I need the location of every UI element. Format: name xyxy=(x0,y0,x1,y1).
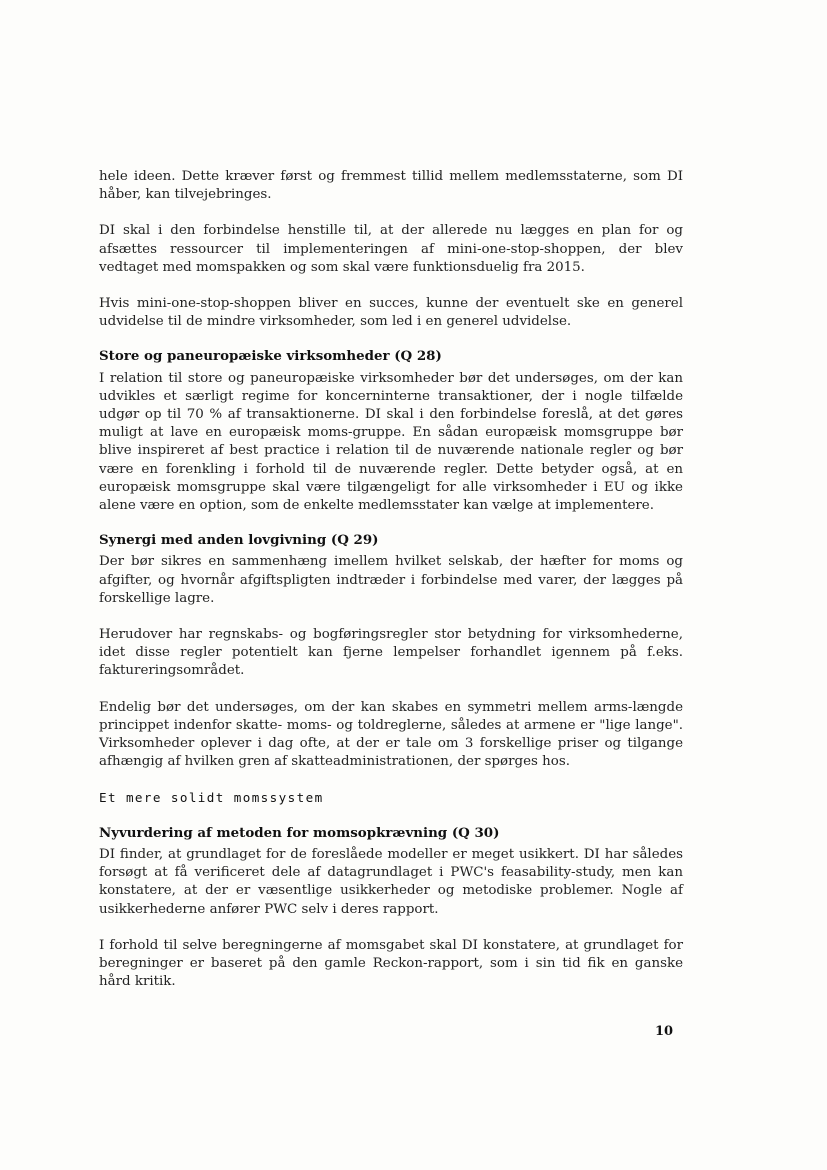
paragraph-q29-2: Herudover har regnskabs- og bogføringsregler stor betydning for virksomhederne, idet disse regler potentielt kan fjerne lempelser forhandlet igennem på f.eks. faktureringsområdet. xyxy=(99,627,683,679)
page-number: 10 xyxy=(655,1024,674,1039)
paragraph-intro-3: Hvis mini-one-stop-shoppen bliver en succes, kunne der eventuelt ske en generel udvidelse til de mindre virksomheder, som led i en generel udvidelse. xyxy=(99,296,683,330)
heading-main-section: Et mere solidt momssystem xyxy=(99,790,324,806)
paragraph-intro-2: DI skal i den forbindelse henstille til, at der allerede nu lægges en plan for og afsættes ressourcer til implementeringen af mini-one-stop-shoppen, der blev vedtaget med momspakken og som skal være funktionsduelig fra 2015. xyxy=(99,223,683,275)
paragraph-intro-1: hele ideen. Dette kræver først og fremmest tillid mellem medlemsstaterne, som DI håber, kan tilvejebringes. xyxy=(99,169,683,203)
document-body xyxy=(99,168,683,991)
heading-q28: Store og paneuropæiske virksomheder (Q 28) xyxy=(99,348,442,365)
paragraph-q29-1: Der bør sikres en sammenhæng imellem hvilket selskab, der hæfter for moms og afgifter, og hvornår afgiftspligten indtræder i forbindelse med varer, der lægges på forskellige lagre. xyxy=(99,554,683,606)
paragraph-q29-3: Endelig bør det undersøges, om der kan skabes en symmetri mellem arms-længde princippet indenfor skatte- moms- og toldreglerne, således at armene er "lige lange". Virksomheder oplever i dag ofte, at der er tale om 3 forskellige priser og tilgange afhængig af hvilken gren af skatteadministrationen, der spørges hos. xyxy=(99,699,683,770)
paragraph-q28: I relation til store og paneuropæiske virksomheder bør det undersøges, om der kan udvikles et særligt regime for koncerninterne transaktioner, der i nogle tilfælde udgør op til 70 % af transaktionerne. DI skal i den forbindelse foreslå, at det gøres muligt at lave en europæisk moms-gruppe. En sådan europæisk momsgruppe bør blive inspireret af best practice i relation til de nuværende nationale regler og bør være en forenkling i forhold til de nuværende regler. Dette betyder også, at en europæisk momsgruppe skal være tilgængeligt for alle virksomheder i EU og ikke alene være en option, som de enkelte medlemsstater kan vælge at implementere. xyxy=(99,370,683,514)
paragraph-q30-1: DI finder, at grundlaget for de foreslåede modeller er meget usikkert. DI har således forsøgt at få verificeret dele af datagrundlaget i PWC's feasability-study, men kan konstatere, at der er væsentlige usikkerheder og metodiske problemer. Nogle af usikkerhederne anfører PWC selv i deres rapport. xyxy=(99,846,683,917)
heading-q29: Synergi med anden lovgivning (Q 29) xyxy=(99,532,379,549)
paragraph-q30-2: I forhold til selve beregningerne af momsgabet skal DI konstatere, at grundlaget for beregninger er baseret på den gamle Reckon-rapport, som i sin tid fik en ganske hård kritik. xyxy=(99,937,683,990)
heading-q30: Nyvurdering af metoden for momsopkrævning (Q 30) xyxy=(99,824,500,841)
